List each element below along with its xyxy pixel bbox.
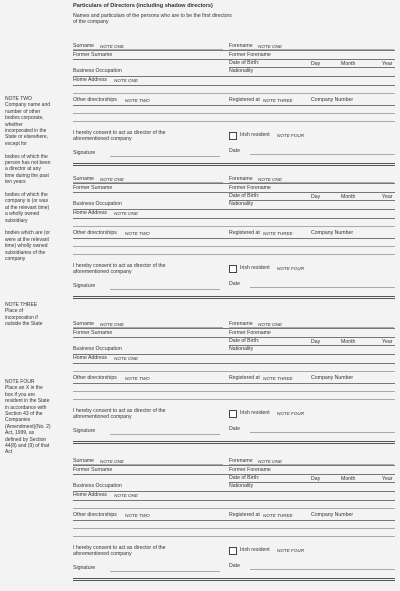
note-line: incorporation if bbox=[5, 314, 38, 321]
note-line: in accordance with bbox=[5, 404, 47, 411]
row-divider-5 bbox=[73, 363, 395, 364]
surname-label: Surname bbox=[73, 321, 95, 327]
row-divider-1 bbox=[73, 465, 395, 466]
block-end-rule-1 bbox=[73, 296, 395, 297]
date-label: Date bbox=[229, 148, 240, 154]
forename-input[interactable] bbox=[229, 458, 394, 465]
other-directorships-note-two: NOTE TWO bbox=[125, 512, 150, 518]
dob-year-label: Year bbox=[382, 338, 393, 345]
registered-at-label: Registered at bbox=[229, 97, 260, 103]
dob-year-label: Year bbox=[382, 60, 393, 67]
dob-year-label: Year bbox=[382, 193, 393, 200]
surname-label: Surname bbox=[73, 176, 95, 182]
signature-field[interactable] bbox=[110, 283, 220, 290]
date-of-birth-label: Date of Birth: bbox=[229, 474, 260, 481]
note-line: except for bbox=[5, 140, 27, 147]
note-line: company is (or was bbox=[5, 198, 49, 205]
consent-text-line2: aforementioned company bbox=[73, 414, 132, 420]
home-address-label: Home Address bbox=[73, 77, 108, 83]
note-line: time) wholly owned bbox=[5, 243, 48, 250]
row-divider-4 bbox=[73, 354, 395, 355]
note-line: a director at any bbox=[5, 166, 41, 173]
row-divider-1 bbox=[73, 50, 395, 51]
date-of-birth-label: Date of Birth: bbox=[229, 59, 260, 66]
other-directorships-label: Other directorships bbox=[73, 230, 117, 236]
irish-resident-checkbox[interactable] bbox=[229, 547, 237, 555]
row-divider-6 bbox=[73, 520, 395, 521]
nationality-label: Nationality bbox=[229, 346, 254, 352]
note-line: bodies which are (or bbox=[5, 230, 51, 237]
note-line: were at the relevant bbox=[5, 236, 49, 243]
block-end-rule-1 bbox=[73, 441, 395, 442]
business-occupation-label: Business Occupation bbox=[73, 68, 122, 74]
surname-note-one: NOTE ONE bbox=[100, 458, 124, 464]
forename-input[interactable] bbox=[229, 321, 394, 328]
surname-note-one: NOTE ONE bbox=[100, 321, 124, 327]
note-line: resident in the State bbox=[5, 398, 50, 405]
forename-label: Forename bbox=[229, 458, 253, 464]
company-number-label: Company Number bbox=[311, 97, 354, 103]
note-line: 44(8) and (9) of that bbox=[5, 443, 50, 450]
directorships-line-3 bbox=[73, 399, 395, 400]
home-address-note-one: NOTE ONE bbox=[114, 355, 138, 361]
date-label: Date bbox=[229, 426, 240, 432]
nationality-label: Nationality bbox=[229, 483, 254, 489]
row-divider-6 bbox=[73, 105, 395, 106]
note-line: bodies corporate, bbox=[5, 115, 44, 122]
date-of-birth-label: Date of Birth: bbox=[229, 192, 260, 199]
block-end-rule-2 bbox=[73, 580, 395, 581]
business-occupation-label: Business Occupation bbox=[73, 346, 122, 352]
irish-resident-checkbox[interactable] bbox=[229, 410, 237, 418]
irish-resident-note-four: NOTE FOUR bbox=[277, 547, 305, 553]
consent-text-line1: I hereby consent to act as director of the bbox=[73, 545, 166, 551]
note-line: Place an X in the bbox=[5, 385, 43, 392]
signature-field[interactable] bbox=[110, 428, 220, 435]
note-line: outside the State bbox=[5, 321, 43, 328]
row-divider-1 bbox=[73, 183, 395, 184]
registered-at-note-three: NOTE THREE bbox=[263, 512, 293, 518]
signature-label: Signature bbox=[73, 283, 96, 289]
forename-note-one: NOTE ONE bbox=[258, 43, 282, 49]
note-line: Companies bbox=[5, 417, 31, 424]
nationality-label: Nationality bbox=[229, 68, 254, 74]
row-divider-3 bbox=[229, 200, 395, 201]
other-directorships-note-two: NOTE TWO bbox=[125, 230, 150, 236]
former-forename-label: Former Forename bbox=[229, 184, 271, 191]
other-directorships-label: Other directorships bbox=[73, 375, 117, 381]
signature-label: Signature bbox=[73, 428, 96, 434]
note-line: time during the past bbox=[5, 172, 49, 179]
dob-day-label: Day bbox=[311, 60, 321, 67]
consent-text-line1: I hereby consent to act as director of the bbox=[73, 408, 166, 414]
dob-month-label: Month bbox=[341, 60, 356, 67]
row-divider-3 bbox=[229, 482, 395, 483]
directorships-line-2 bbox=[73, 391, 395, 392]
registered-at-note-three: NOTE THREE bbox=[263, 375, 293, 381]
surname-input[interactable] bbox=[73, 321, 223, 328]
former-forename-label: Former Forename bbox=[229, 329, 271, 336]
row-divider-6 bbox=[73, 383, 395, 384]
signature-field[interactable] bbox=[110, 565, 220, 572]
surname-input[interactable] bbox=[73, 458, 223, 465]
registered-at-label: Registered at bbox=[229, 375, 260, 381]
dob-day-label: Day bbox=[311, 475, 321, 482]
forename-note-one: NOTE ONE bbox=[258, 321, 282, 327]
forename-input[interactable] bbox=[229, 43, 394, 50]
row-divider-5 bbox=[73, 218, 395, 219]
date-of-birth-label: Date of Birth: bbox=[229, 337, 260, 344]
home-address-label: Home Address bbox=[73, 355, 108, 361]
company-number-label: Company Number bbox=[311, 375, 354, 381]
business-occupation-label: Business Occupation bbox=[73, 483, 122, 489]
surname-label: Surname bbox=[73, 458, 95, 464]
other-directorships-note-two: NOTE TWO bbox=[125, 375, 150, 381]
dob-day-label: Day bbox=[311, 193, 321, 200]
note-line: Company name and bbox=[5, 102, 51, 109]
note-line: person has not been bbox=[5, 160, 51, 167]
row-divider-3 bbox=[229, 345, 395, 346]
dob-month-label: Month bbox=[341, 338, 356, 345]
forename-label: Forename bbox=[229, 176, 253, 182]
directorships-line-3 bbox=[73, 121, 395, 122]
irish-resident-note-four: NOTE FOUR bbox=[277, 410, 305, 416]
forename-input[interactable] bbox=[229, 176, 394, 183]
consent-text-line1: I hereby consent to act as director of the bbox=[73, 263, 166, 269]
former-surname-label: Former Surname bbox=[73, 466, 113, 473]
dob-month-label: Month bbox=[341, 475, 356, 482]
home-address-note-one: NOTE ONE bbox=[114, 492, 138, 498]
date-label: Date bbox=[229, 281, 240, 287]
signature-label: Signature bbox=[73, 565, 96, 571]
home-address-label: Home Address bbox=[73, 492, 108, 498]
former-forename-label: Former Forename bbox=[229, 51, 271, 58]
row-divider-4 bbox=[73, 209, 395, 210]
note-line: subsidiaries of the bbox=[5, 249, 46, 256]
note-line: a wholly owned bbox=[5, 211, 40, 218]
business-occupation-label: Business Occupation bbox=[73, 201, 122, 207]
forename-label: Forename bbox=[229, 43, 253, 49]
date-field[interactable] bbox=[250, 148, 395, 155]
row-divider-6 bbox=[73, 238, 395, 239]
page-title: Particulars of Directors (including shadow directors) bbox=[73, 3, 213, 9]
consent-text-line2: aforementioned company bbox=[73, 551, 132, 557]
note-line: whether bbox=[5, 121, 23, 128]
row-divider-5 bbox=[73, 85, 395, 86]
address-line-2 bbox=[73, 93, 395, 94]
directorships-line-2 bbox=[73, 246, 395, 247]
address-line-2 bbox=[73, 226, 395, 227]
note-line: Act bbox=[5, 449, 13, 456]
former-surname-label: Former Surname bbox=[73, 51, 113, 58]
consent-text-line1: I hereby consent to act as director of the bbox=[73, 130, 166, 136]
address-line-2 bbox=[73, 508, 395, 509]
row-divider-5 bbox=[73, 500, 395, 501]
note-line: box if you are bbox=[5, 391, 36, 398]
note-line: bodies of which the bbox=[5, 153, 48, 160]
dob-year-label: Year bbox=[382, 475, 393, 482]
irish-resident-label: Irish resident bbox=[240, 265, 270, 271]
former-forename-label: Former Forename bbox=[229, 466, 271, 473]
note-line: defined by Section bbox=[5, 436, 47, 443]
note-line: Act, 1999, as bbox=[5, 430, 35, 437]
note-line: subsidiary bbox=[5, 217, 28, 224]
forename-note-one: NOTE ONE bbox=[258, 176, 282, 182]
consent-text-line2: aforementioned company bbox=[73, 136, 132, 142]
consent-text-line2: aforementioned company bbox=[73, 269, 132, 275]
date-field[interactable] bbox=[250, 426, 395, 433]
directorships-line-2 bbox=[73, 113, 395, 114]
forename-label: Forename bbox=[229, 321, 253, 327]
note-line: Section 43 of the bbox=[5, 411, 43, 418]
note-line: number of other bbox=[5, 108, 41, 115]
registered-at-note-three: NOTE THREE bbox=[263, 97, 293, 103]
signature-label: Signature bbox=[73, 150, 96, 156]
note-heading: NOTE THREE bbox=[5, 302, 38, 308]
irish-resident-checkbox[interactable] bbox=[229, 132, 237, 140]
note-heading: NOTE FOUR bbox=[5, 379, 35, 385]
other-directorships-note-two: NOTE TWO bbox=[125, 97, 150, 103]
block-end-rule-1 bbox=[73, 163, 395, 164]
company-number-label: Company Number bbox=[311, 512, 354, 518]
note-line: incorporated in the bbox=[5, 128, 47, 135]
other-directorships-label: Other directorships bbox=[73, 512, 117, 518]
home-address-note-one: NOTE ONE bbox=[114, 210, 138, 216]
directorships-line-2 bbox=[73, 528, 395, 529]
note-heading: NOTE TWO bbox=[5, 96, 32, 102]
irish-resident-checkbox[interactable] bbox=[229, 265, 237, 273]
irish-resident-note-four: NOTE FOUR bbox=[277, 132, 305, 138]
date-field[interactable] bbox=[250, 563, 395, 570]
surname-input[interactable] bbox=[73, 176, 223, 183]
note-line: (Amendment)(No. 2) bbox=[5, 423, 51, 430]
home-address-note-one: NOTE ONE bbox=[114, 77, 138, 83]
note-four-text bbox=[5, 379, 63, 456]
former-surname-label: Former Surname bbox=[73, 184, 113, 191]
other-directorships-label: Other directorships bbox=[73, 97, 117, 103]
note-line: bodies of which the bbox=[5, 192, 48, 199]
former-surname-label: Former Surname bbox=[73, 329, 113, 336]
surname-label: Surname bbox=[73, 43, 95, 49]
registered-at-label: Registered at bbox=[229, 512, 260, 518]
block-end-rule-2 bbox=[73, 165, 395, 166]
block-end-rule-2 bbox=[73, 443, 395, 444]
forename-note-one: NOTE ONE bbox=[258, 458, 282, 464]
dob-month-label: Month bbox=[341, 193, 356, 200]
dob-day-label: Day bbox=[311, 338, 321, 345]
note-line: company bbox=[5, 256, 26, 263]
directorships-line-3 bbox=[73, 536, 395, 537]
note-two-text bbox=[5, 96, 63, 263]
page-subtitle: Names and particulars of the persons who are to be the first directors of the company bbox=[73, 13, 232, 26]
registered-at-note-three: NOTE THREE bbox=[263, 230, 293, 236]
irish-resident-label: Irish resident bbox=[240, 132, 270, 138]
row-divider-1 bbox=[73, 328, 395, 329]
signature-field[interactable] bbox=[110, 150, 220, 157]
surname-input[interactable] bbox=[73, 43, 223, 50]
block-end-rule-2 bbox=[73, 298, 395, 299]
irish-resident-label: Irish resident bbox=[240, 410, 270, 416]
irish-resident-note-four: NOTE FOUR bbox=[277, 265, 305, 271]
registered-at-label: Registered at bbox=[229, 230, 260, 236]
note-line: at the relevant time) bbox=[5, 204, 50, 211]
block-end-rule-1 bbox=[73, 578, 395, 579]
surname-note-one: NOTE ONE bbox=[100, 176, 124, 182]
row-divider-4 bbox=[73, 76, 395, 77]
note-line: ten years bbox=[5, 179, 26, 186]
note-line: Place of bbox=[5, 308, 24, 315]
nationality-label: Nationality bbox=[229, 201, 254, 207]
row-divider-3 bbox=[229, 67, 395, 68]
company-number-label: Company Number bbox=[311, 230, 354, 236]
note-three-text bbox=[5, 302, 63, 328]
home-address-label: Home Address bbox=[73, 210, 108, 216]
row-divider-4 bbox=[73, 491, 395, 492]
directorships-line-3 bbox=[73, 254, 395, 255]
surname-note-one: NOTE ONE bbox=[100, 43, 124, 49]
note-line: State or elsewhere, bbox=[5, 134, 49, 141]
date-label: Date bbox=[229, 563, 240, 569]
address-line-2 bbox=[73, 371, 395, 372]
date-field[interactable] bbox=[250, 281, 395, 288]
irish-resident-label: Irish resident bbox=[240, 547, 270, 553]
